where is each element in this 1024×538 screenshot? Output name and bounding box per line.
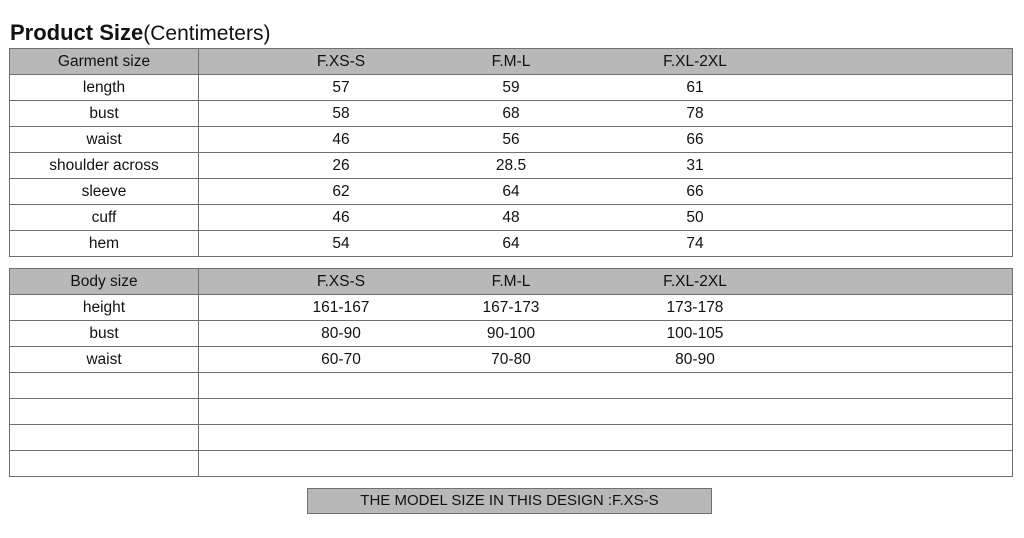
body-size-col-2: F.M-L (491, 273, 531, 290)
garment-header-row (10, 49, 1013, 75)
cell-value: 64 (502, 183, 520, 200)
cell-value: 57 (332, 79, 350, 96)
garment-size-col-1: F.XS-S (316, 53, 366, 70)
cell-value: 100-105 (666, 325, 724, 342)
table-row (10, 295, 1013, 321)
row-label: waist (10, 347, 199, 373)
table-row (10, 425, 1013, 451)
row-label: bust (10, 321, 199, 347)
cell-value: 59 (502, 79, 520, 96)
cell-value: 62 (332, 183, 350, 200)
cell-value: 68 (502, 105, 520, 122)
cell-value: 60-70 (321, 351, 361, 368)
table-row (10, 127, 1013, 153)
garment-header-sizes (199, 49, 1013, 75)
cell-value: 161-167 (312, 299, 370, 316)
garment-size-table (9, 48, 1013, 257)
cell-value: 48 (502, 209, 520, 226)
cell-value: 50 (686, 209, 704, 226)
cell-value: 46 (332, 209, 350, 226)
cell-value: 74 (686, 235, 704, 252)
garment-size-col-3: F.XL-2XL (663, 53, 727, 70)
cell-value: 61 (686, 79, 704, 96)
cell-value: 80-90 (675, 351, 715, 368)
cell-value: 46 (332, 131, 350, 148)
body-header-label: Body size (10, 269, 199, 295)
title-main: Product Size (10, 20, 144, 45)
row-label: height (10, 295, 199, 321)
row-label: cuff (10, 205, 199, 231)
garment-header-label: Garment size (10, 49, 199, 75)
row-label (10, 451, 199, 477)
row-label (10, 373, 199, 399)
cell-value: 58 (332, 105, 350, 122)
row-label: hem (10, 231, 199, 257)
table-row (10, 153, 1013, 179)
title-unit: (Centimeters) (143, 22, 271, 45)
cell-value: 54 (332, 235, 350, 252)
row-label: length (10, 75, 199, 101)
table-row (10, 75, 1013, 101)
cell-value: 167-173 (482, 299, 540, 316)
garment-size-col-2: F.M-L (491, 53, 531, 70)
body-size-col-1: F.XS-S (316, 273, 366, 290)
row-label: shoulder across (10, 153, 199, 179)
cell-value: 28.5 (495, 157, 527, 174)
body-size-table (9, 268, 1013, 477)
cell-value: 80-90 (321, 325, 361, 342)
table-row (10, 179, 1013, 205)
model-size-note: THE MODEL SIZE IN THIS DESIGN :F.XS-S (307, 488, 712, 514)
table-row (10, 205, 1013, 231)
table-row (10, 347, 1013, 373)
page-title (10, 19, 270, 47)
body-header-sizes (199, 269, 1013, 295)
row-label (10, 399, 199, 425)
table-row (10, 399, 1013, 425)
table-row (10, 451, 1013, 477)
table-row (10, 231, 1013, 257)
row-label: waist (10, 127, 199, 153)
cell-value: 31 (686, 157, 704, 174)
cell-value: 66 (686, 131, 704, 148)
cell-value: 90-100 (486, 325, 536, 342)
table-row (10, 321, 1013, 347)
row-label: bust (10, 101, 199, 127)
table-row (10, 101, 1013, 127)
cell-value: 70-80 (491, 351, 531, 368)
cell-value: 64 (502, 235, 520, 252)
body-size-col-3: F.XL-2XL (663, 273, 727, 290)
cell-value: 78 (686, 105, 704, 122)
cell-value: 26 (332, 157, 350, 174)
body-header-row (10, 269, 1013, 295)
cell-value: 66 (686, 183, 704, 200)
row-label (10, 425, 199, 451)
row-label: sleeve (10, 179, 199, 205)
cell-value: 173-178 (666, 299, 724, 316)
table-row (10, 373, 1013, 399)
cell-value: 56 (502, 131, 520, 148)
